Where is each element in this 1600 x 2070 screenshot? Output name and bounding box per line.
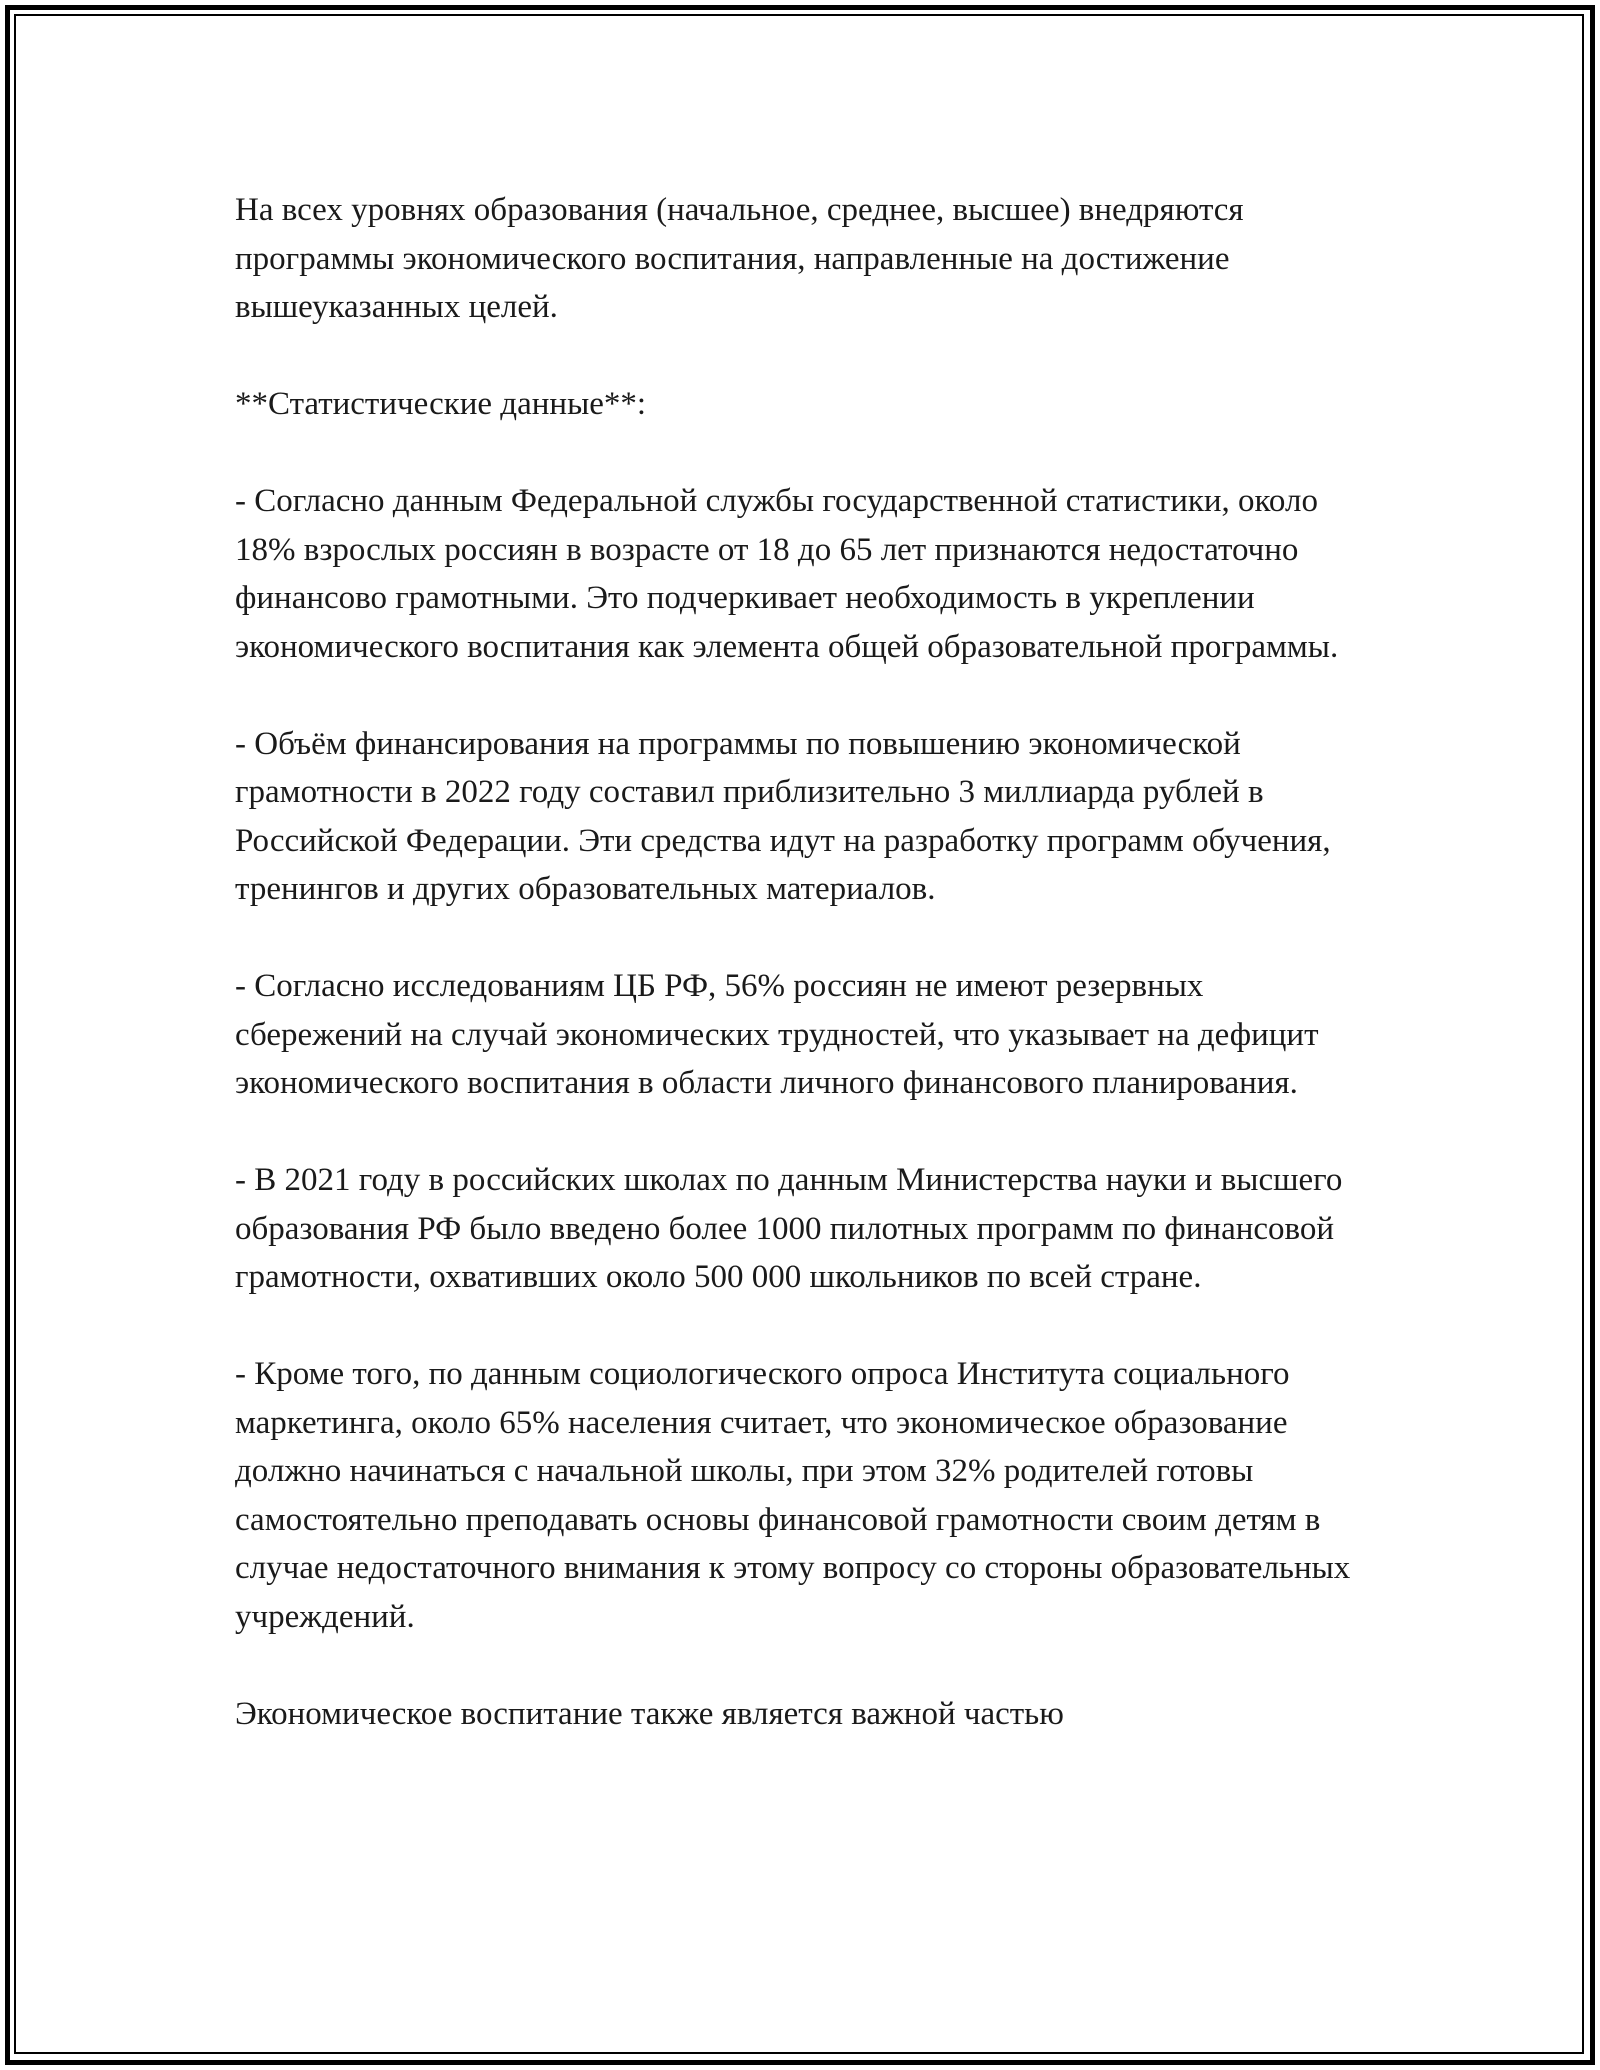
paragraph-closing: Экономическое воспитание также является важной частью: [235, 1695, 1064, 1732]
document-body: [235, 186, 1375, 1738]
paragraph-intro: На всех уровнях образования (начальное, среднее, высшее) внедряются программы экономического воспитания, направленные на достижение вышеуказанных целей.: [235, 192, 1244, 325]
paragraph-stats-heading: **Статистические данные**:: [235, 386, 647, 422]
paragraph-stat-savings: - Согласно исследованиям ЦБ РФ, 56% россиян не имеют резервных сбережений на случай экономических трудностей, что указывает на дефицит экономического воспитания в области личного финансового планирования.: [235, 968, 1319, 1101]
paragraph-stat-financial-literacy: - Согласно данным Федеральной службы государственной статистики, около 18% взрослых россиян в возрасте от 18 до 65 лет признаются недостаточно финансово грамотными. Это подчеркивает необходимость в укреплении экономического воспитания как элемента общей образовательной программы.: [235, 483, 1339, 665]
paragraph-stat-funding: - Объём финансирования на программы по повышению экономической грамотности в 2022 году составил приблизительно 3 миллиарда рублей в Российской Федерации. Эти средства идут на разработку программ обучения, тренингов и других образовательных материалов.: [235, 725, 1331, 907]
paragraph-stat-survey: - Кроме того, по данным социологического опроса Института социального маркетинга, около 65% населения считает, что экономическое образование должно начинаться с начальной школы, при этом 32% родителей готовы самостоятельно преподавать основы финансовой грамотности своим детям в случае недостаточного внимания к этому вопросу со стороны образовательных учреждений.: [235, 1356, 1351, 1635]
paragraph-stat-pilot-programs: - В 2021 году в российских школах по данным Министерства науки и высшего образования РФ было введено более 1000 пилотных программ по финансовой грамотности, охвативших около 500 000 школьников по всей стране.: [235, 1162, 1343, 1295]
